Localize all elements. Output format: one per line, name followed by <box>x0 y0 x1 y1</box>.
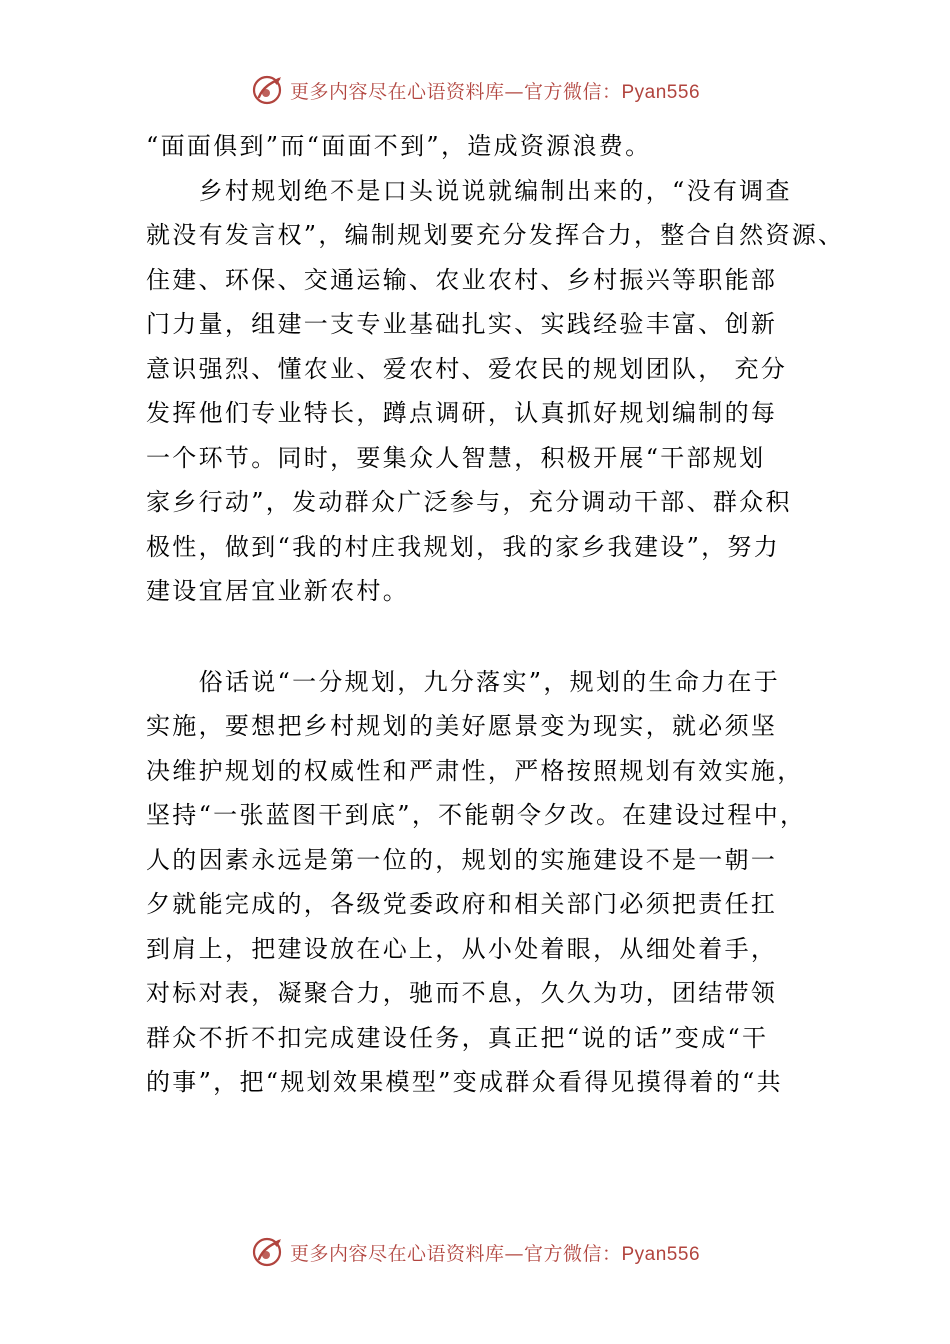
text-line: 就没有发言权”，编制规划要充分发挥合力，整合自然资源、 <box>146 221 845 249</box>
banner-handle: Pyan556 <box>621 1243 701 1265</box>
text-line: 意识强烈、懂农业、爱农村、爱农民的规划团队， 充分 <box>146 354 788 383</box>
text-line: 夕就能完成的，各级党委政府和相关部门必须把责任扛 <box>146 890 778 918</box>
brand-logo-icon <box>250 1235 284 1269</box>
text-line: 坚持“一张蓝图干到底”，不能朝令夕改。在建设过程中， <box>146 801 807 829</box>
text-line: 门力量，组建一支专业基础扎实、实践经验丰富、创新 <box>146 310 778 338</box>
text-line: 住建、环保、交通运输、农业农村、乡村振兴等职能部 <box>146 265 778 294</box>
text-line: 极性，做到“我的村庄我规划，我的家乡我建设”，努力 <box>146 532 781 561</box>
text-line: 人的因素永远是第一位的，规划的实施建设不是一朝一 <box>146 845 778 874</box>
paragraph-1 <box>146 124 846 169</box>
paragraph-gap <box>146 614 846 660</box>
text-line: 到肩上，把建设放在心上，从小处着眼，从细处着手， <box>146 934 778 963</box>
text-line: 群众不折不扣完成建设任务，真正把“说的话”变成“干 <box>146 1023 769 1052</box>
paragraph-2 <box>146 169 846 614</box>
text-line: 决维护规划的权威性和严肃性，严格按照规划有效实施， <box>146 756 804 785</box>
text-line: 实施，要想把乡村规划的美好愿景变为现实，就必须坚 <box>146 712 778 740</box>
brand-logo-icon <box>250 73 284 107</box>
text-line: 的事”，把“规划效果模型”变成群众看得见摸得着的“共 <box>146 1068 783 1096</box>
text-line: 乡村规划绝不是口头说说就编制出来的，“没有调查 <box>146 176 792 205</box>
document-body <box>146 124 846 1105</box>
text-line: 一个环节。同时，要集众人智慧，积极开展“干部规划 <box>146 443 766 472</box>
text-line: 对标对表，凝聚合力，驰而不息，久久为功，团结带领 <box>146 979 778 1007</box>
footer-banner <box>0 1232 950 1272</box>
text-line: “面面俱到”而“面面不到”，造成资源浪费。 <box>146 132 652 160</box>
header-banner <box>0 70 950 110</box>
banner-text: 更多内容尽在心语资料库—官方微信：Pyan556 <box>289 1242 701 1265</box>
text-line: 俗话说“一分规划，九分落实”，规划的生命力在于 <box>146 667 781 696</box>
text-line: 建设宜居宜业新农村。 <box>146 577 409 605</box>
text-line: 家乡行动”，发动群众广泛参与，充分调动干部、群众积 <box>146 488 792 516</box>
banner-handle: Pyan556 <box>621 81 701 103</box>
paragraph-3 <box>146 660 846 1105</box>
text-line: 发挥他们专业特长，蹲点调研，认真抓好规划编制的每 <box>146 399 778 427</box>
banner-text: 更多内容尽在心语资料库—官方微信：Pyan556 <box>289 80 701 103</box>
